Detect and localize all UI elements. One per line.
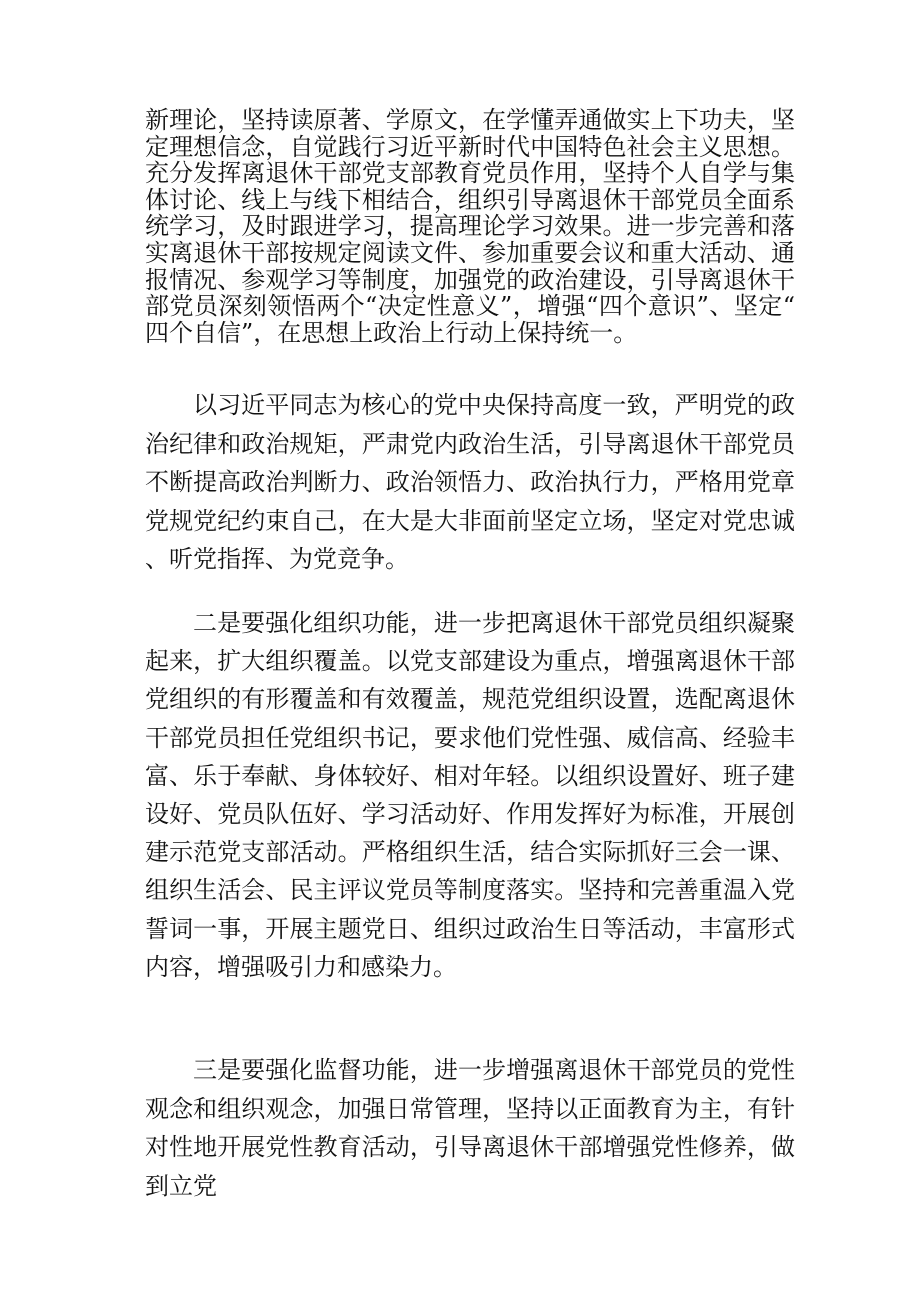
paragraph-theory-study: 新理论，坚持读原著、学原文，在学懂弄通做实上下功夫，坚定理想信念，自觉践行习近平新时代中国特色社会主义思想。充分发挥离退休干部党支部教育党员作用，坚持个人自学与集体讨论、线上与线下相结合，组织引导离退休干部党员全面系统学习，及时跟进学习，提高理论学习效果。进一步完善和落实离退休干部按规定阅读文件、参加重要会议和重大活动、通报情况、参观学习等制度，加强党的政治建设，引导离退休干部党员深刻领悟两个“决定性意义”，增强“四个意识”、坚定“四个自信”，在思想上政治上行动上保持统一。 [145, 106, 795, 347]
paragraph-organization-function: 二是要强化组织功能，进一步把离退休干部党员组织凝聚起来，扩大组织覆盖。以党支部建设为重点，增强离退休干部党组织的有形覆盖和有效覆盖，规范党组织设置，选配离退休干部党员担任党组织书记，要求他们党性强、威信高、经验丰富、乐于奉献、身体较好、相对年轻。以组织设置好、班子建设好、党员队伍好、学习活动好、作用发挥好为标准，开展创建示范党支部活动。严格组织生活，结合实际抓好三会一课、组织生活会、民主评议党员等制度落实。坚持和完善重温入党誓词一事，开展主题党日、组织过政治生日等活动，丰富形式内容，增强吸引力和感染力。 [145, 609, 795, 981]
paragraph-political-alignment: 以习近平同志为核心的党中央保持高度一致，严明党的政治纪律和政治规矩，严肃党内政治生活，引导离退休干部党员不断提高政治判断力、政治领悟力、政治执行力，严格用党章党规党纪约束自己，在大是大非面前坚定立场，坚定对党忠诚、听党指挥、为党竞争。 [145, 391, 795, 574]
paragraph-supervision-function: 三是要强化监督功能，进一步增强离退休干部党员的党性观念和组织观念，加强日常管理，坚持以正面教育为主，有针对性地开展党性教育活动，引导离退休干部增强党性修养，做到立党 [145, 1056, 795, 1200]
